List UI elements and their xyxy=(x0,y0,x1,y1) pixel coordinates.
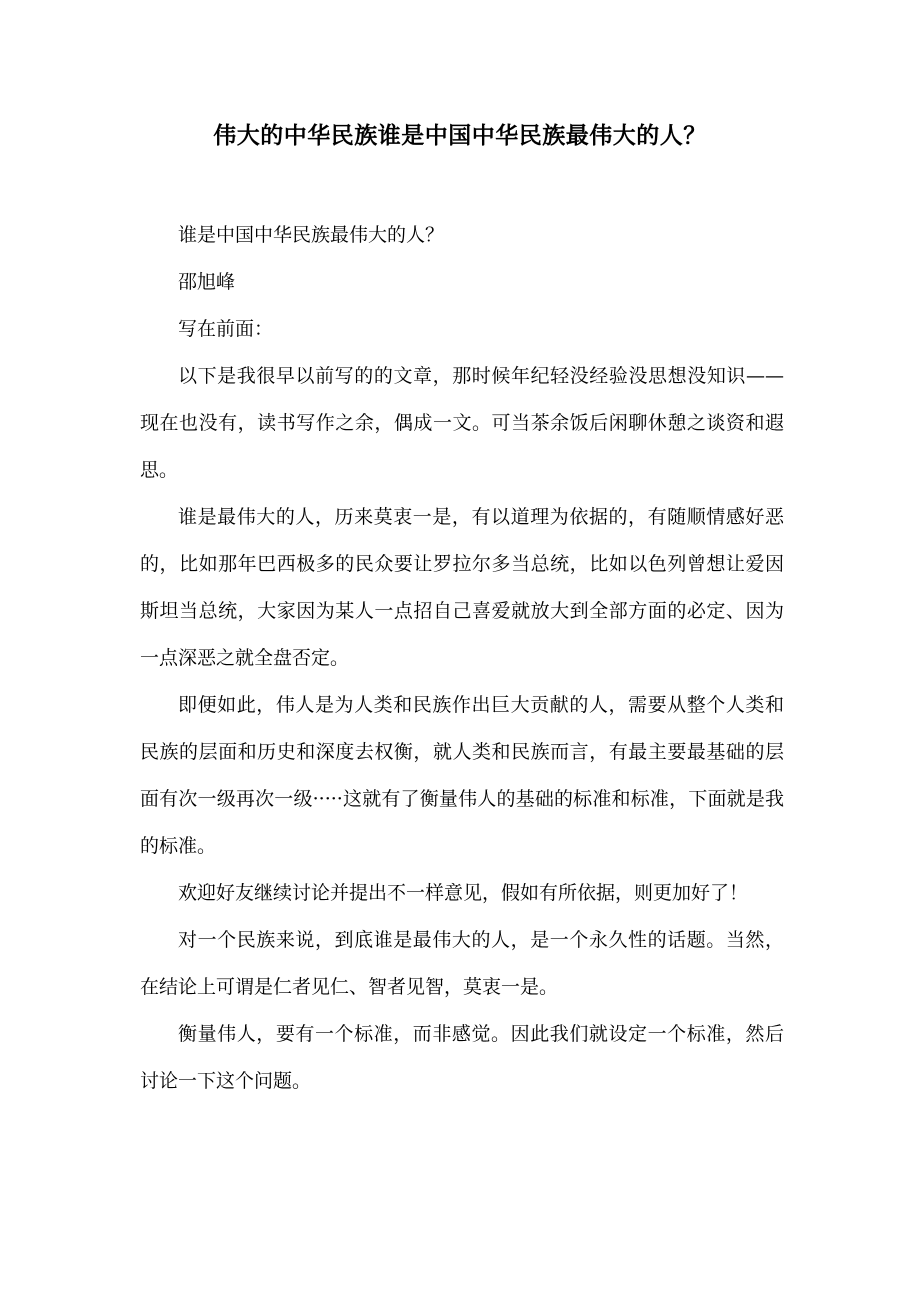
paragraph: 以下是我很早以前写的的文章，那时候年纪轻没经验没思想没知识——现在也没有，读书写作之余，偶成一文。可当茶余饭后闲聊休憩之谈资和遐思。 xyxy=(140,365,784,481)
document-body xyxy=(140,212,784,1105)
author-name: 邵旭峰 xyxy=(178,271,236,293)
paragraph: 即便如此，伟人是为人类和民族作出巨大贡献的人，需要从整个人类和民族的层面和历史和深度去权衡，就人类和民族而言，有最主要最基础的层面有次一级再次一级·····这就有了衡量伟人的基础的标准和标准，下面就是我的标准。 xyxy=(140,694,784,857)
paragraph: 对一个民族来说，到底谁是最伟大的人，是一个永久性的话题。当然，在结论上可谓是仁者见仁、智者见智，莫衷一是。 xyxy=(140,929,784,998)
paragraph: 谁是最伟大的人，历来莫衷一是，有以道理为依据的，有随顺情感好恶的，比如那年巴西极多的民众要让罗拉尔多当总统，比如以色列曾想让爱因斯坦当总统，大家因为某人一点招自己喜爱就放大到全部方面的必定、因为一点深恶之就全盘否定。 xyxy=(140,506,784,669)
paragraph: 衡量伟人，要有一个标准，而非感觉。因此我们就设定一个标准，然后讨论一下这个问题。 xyxy=(140,1023,784,1092)
document-title: 伟大的中华民族谁是中国中华民族最伟大的人？ xyxy=(213,122,707,149)
paragraph: 欢迎好友继续讨论并提出不一样意见，假如有所依据，则更加好了！ xyxy=(178,882,749,904)
preface-heading: 写在前面： xyxy=(178,318,274,340)
subtitle-question: 谁是中国中华民族最伟大的人？ xyxy=(178,224,445,246)
